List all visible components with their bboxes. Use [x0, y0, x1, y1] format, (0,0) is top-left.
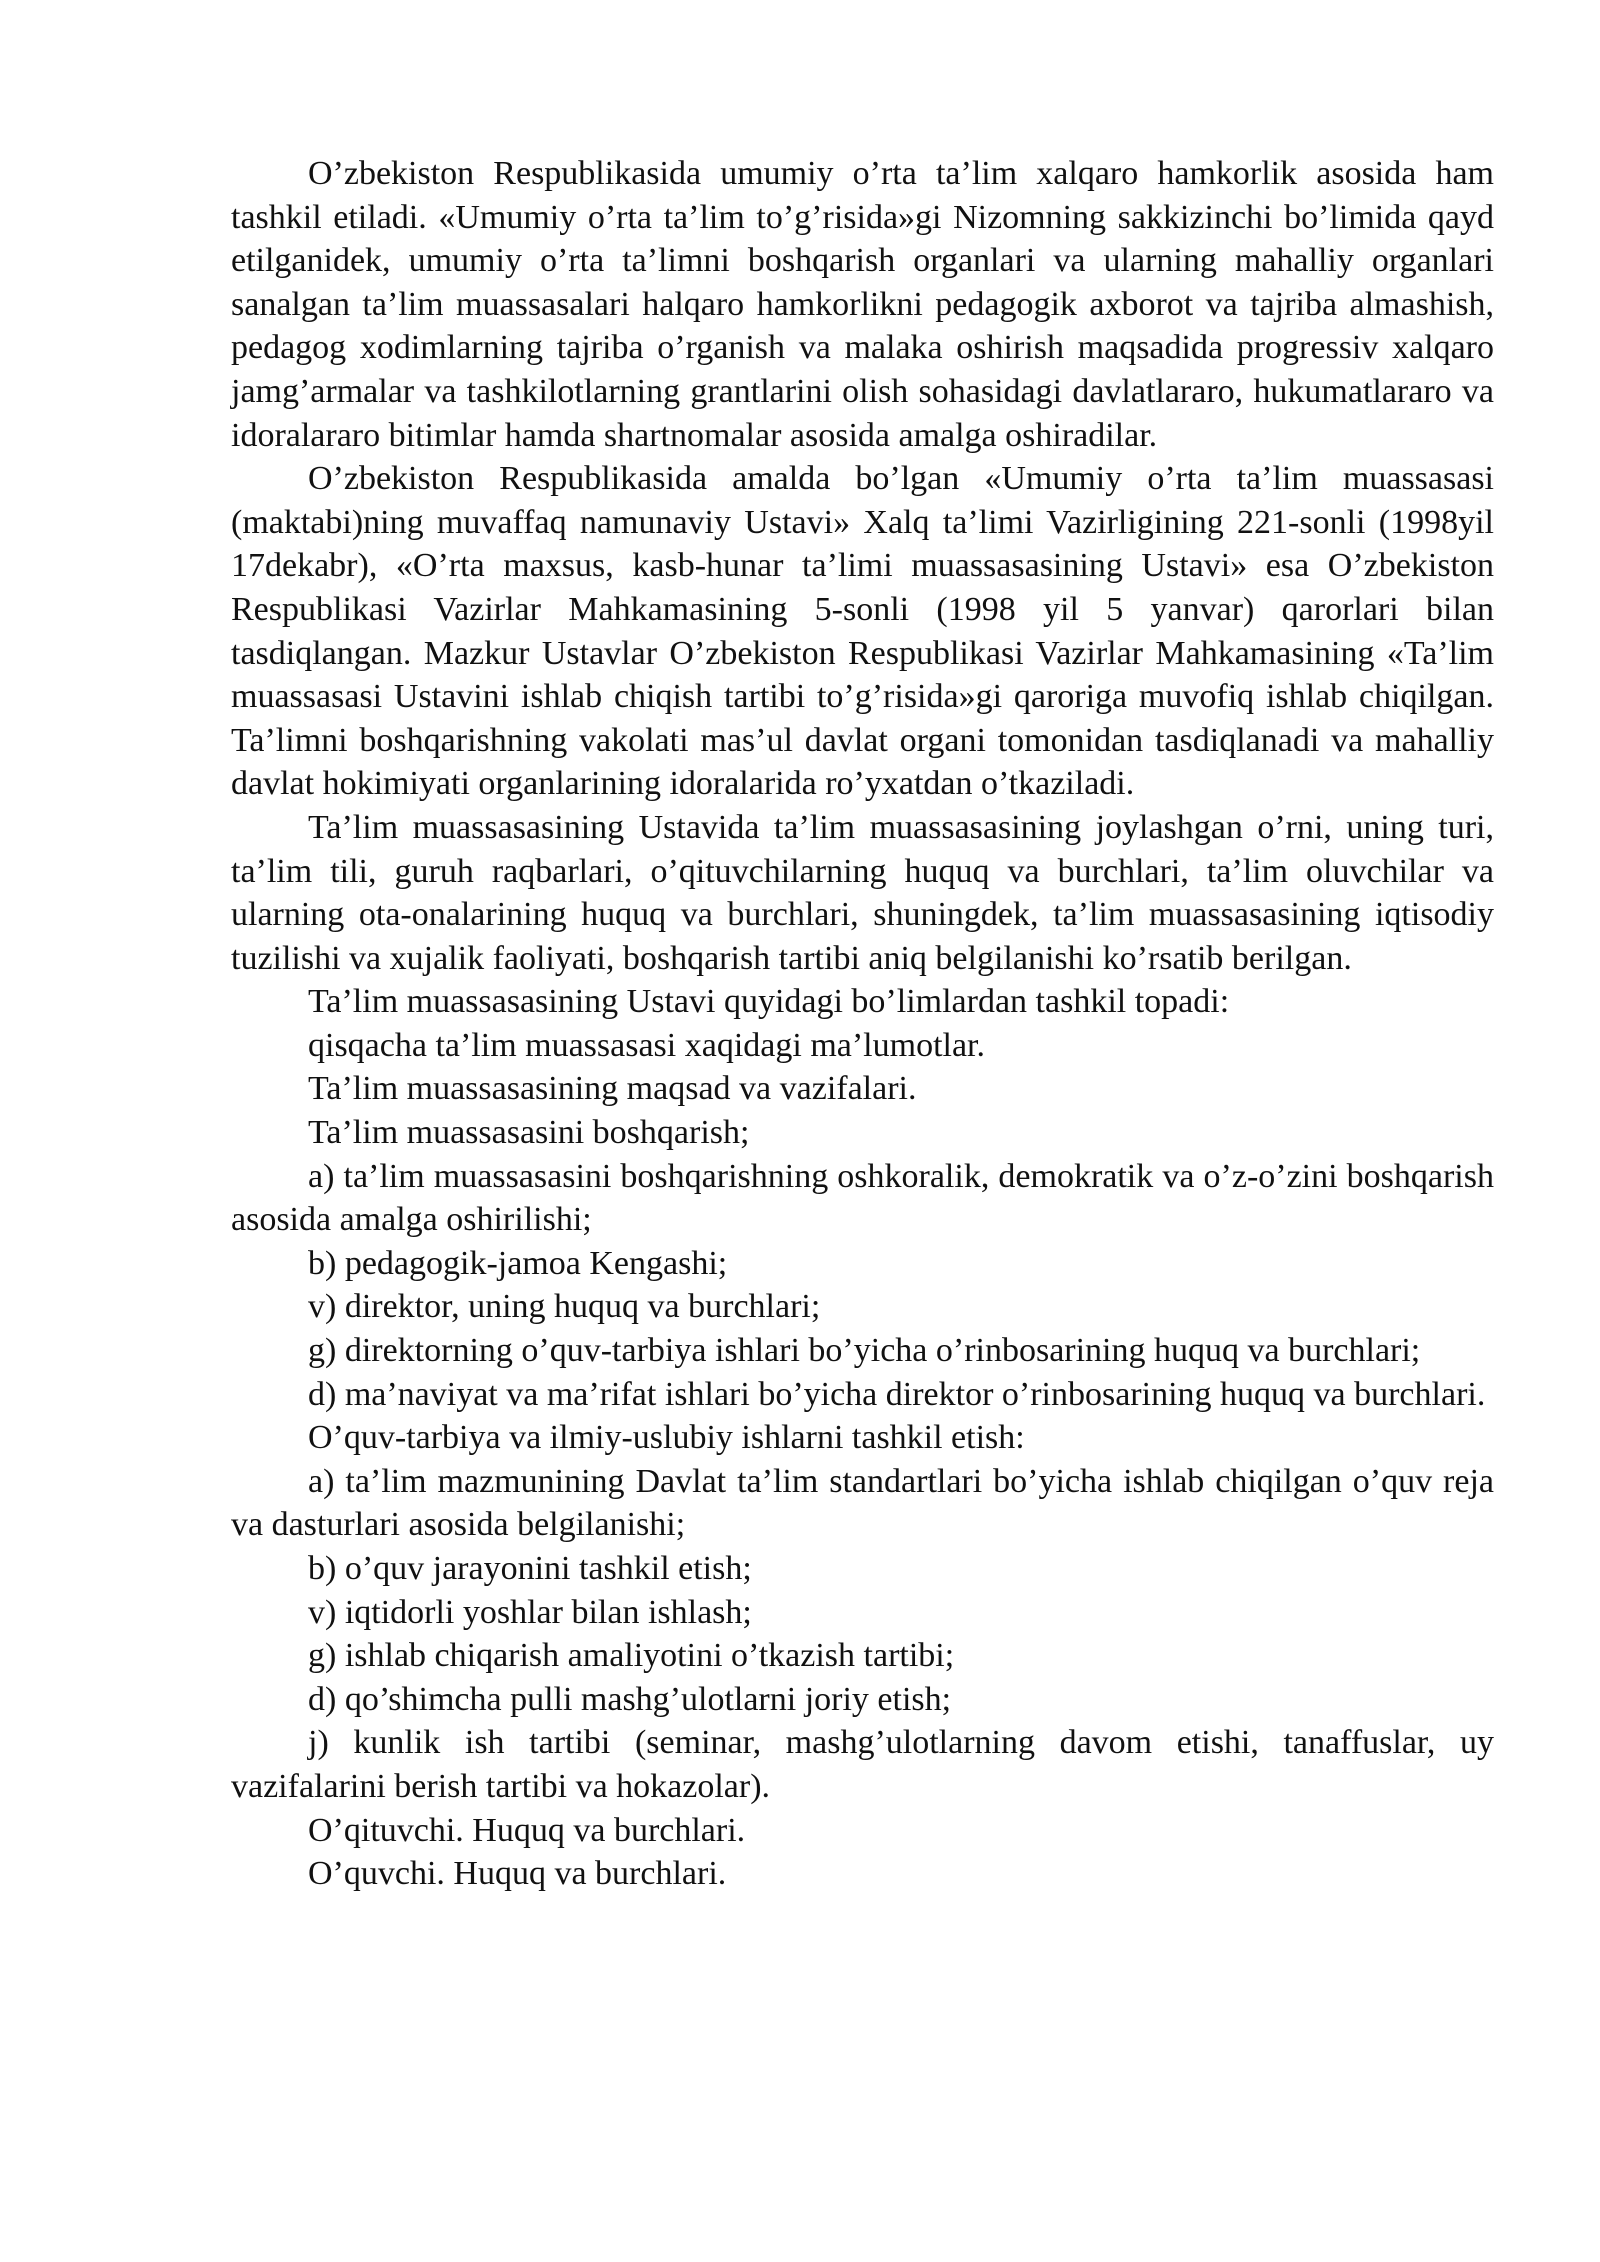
- list-item: v) direktor, uning huquq va burchlari;: [308, 1288, 821, 1326]
- list-item: qisqacha ta’lim muassasasi xaqidagi ma’lumotlar.: [308, 1026, 985, 1064]
- list-item: b) pedagogik-jamoa Kengashi;: [308, 1244, 728, 1282]
- list-item: g) ishlab chiqarish amaliyotini o’tkazish tartibi;: [308, 1637, 955, 1675]
- list-item: g) direktorning o’quv-tarbiya ishlari bo’yicha o’rinbosarining huquq va burchlari;: [308, 1332, 1421, 1370]
- list-item: j) kunlik ish tartibi (seminar, mashg’ulotlarning davom etishi, tanaffuslar, uy vazifalarini berish tartibi va hokazolar).: [231, 1724, 1494, 1805]
- section-heading-teacher: O’qituvchi. Huquq va burchlari.: [308, 1811, 746, 1849]
- list-item: v) iqtidorli yoshlar bilan ishlash;: [308, 1593, 752, 1631]
- paragraph-international-cooperation: O’zbekiston Respublikasida umumiy o’rta ta’lim xalqaro hamkorlik asosida ham tashkil etiladi. «Umumiy o’rta ta’lim to’g’risida»gi Nizomning sakkizinchi bo’limida qayd etilganidek, umumiy o’rta ta’limni boshqarish organlari va ularning mahalliy organlari sanalgan ta’lim muassasalari halqaro hamkorlikni pedagogik axborot va tajriba almashish, pedagog xodimlarning tajriba o’rganish va malaka oshirish maqsadida progressiv xalqaro jamg’armalar va tashkilotlarning grantlarini olish sohasidagi davlatlararo, hukumatlararo va idoralararo bitimlar hamda shartnomalar asosida amalga oshiradilar.: [231, 155, 1494, 454]
- list-item: Ta’lim muassasasining maqsad va vazifalari.: [308, 1070, 917, 1108]
- list-item: d) ma’naviyat va ma’rifat ishlari bo’yicha direktor o’rinbosarining huquq va burchlari.: [308, 1375, 1486, 1413]
- section-heading-educational-work: O’quv-tarbiya va ilmiy-uslubiy ishlarni tashkil etish:: [308, 1419, 1025, 1457]
- paragraph-charter-approval: O’zbekiston Respublikasida amalda bo’lgan «Umumiy o’rta ta’lim muassasasi (maktabi)ning muvaffaq namunaviy Ustavi» Xalq ta’limi Vazirligining 221-sonli (1998yil 17dekabr), «O’rta maxsus, kasb-hunar ta’limi muassasasining Ustavi» esa O’zbekiston Respublikasi Vazirlar Mahkamasining 5-sonli (1998 yil 5 yanvar) qarorlari bilan tasdiqlangan. Mazkur Ustavlar O’zbekiston Respublikasi Vazirlar Mahkamasining «Ta’lim muassasasi Ustavini ishlab chiqish tartibi to’g’risida»gi qaroriga muvofiq ishlab chiqilgan. Ta’limni boshqarishning vakolati mas’ul davlat organi tomonidan tasdiqlanadi va mahalliy davlat hokimiyati organlarining idoralarida ro’yxatdan o’tkaziladi.: [231, 460, 1494, 803]
- paragraph-charter-sections-intro: Ta’lim muassasasining Ustavi quyidagi bo’limlardan tashkil topadi:: [308, 983, 1230, 1021]
- paragraph-charter-contents: Ta’lim muassasasining Ustavida ta’lim muassasasining joylashgan o’rni, uning turi, ta’lim tili, guruh raqbarlari, o’qituvchilarning huquq va burchlari, ta’lim oluvchilar va ularning ota-onalarining huquq va burchlari, shuningdek, ta’lim muassasasining iqtisodiy tuzilishi va xujalik faoliyati, boshqarish tartibi aniq belgilanishi ko’rsatib berilgan.: [231, 808, 1494, 977]
- section-heading-student: O’quvchi. Huquq va burchlari.: [308, 1855, 727, 1893]
- document-page: [231, 152, 1494, 1896]
- list-item: b) o’quv jarayonini tashkil etish;: [308, 1550, 752, 1587]
- section-heading-management: Ta’lim muassasasini boshqarish;: [308, 1114, 750, 1152]
- list-item: d) qo’shimcha pulli mashg’ulotlarni joriy etish;: [308, 1680, 952, 1718]
- list-item: a) ta’lim mazmunining Davlat ta’lim standartlari bo’yicha ishlab chiqilgan o’quv reja va dasturlari asosida belgilanishi;: [231, 1462, 1494, 1544]
- list-item: a) ta’lim muassasasini boshqarishning oshkoralik, demokratik va o’z-o’zini boshqarish asosida amalga oshirilishi;: [231, 1157, 1494, 1239]
